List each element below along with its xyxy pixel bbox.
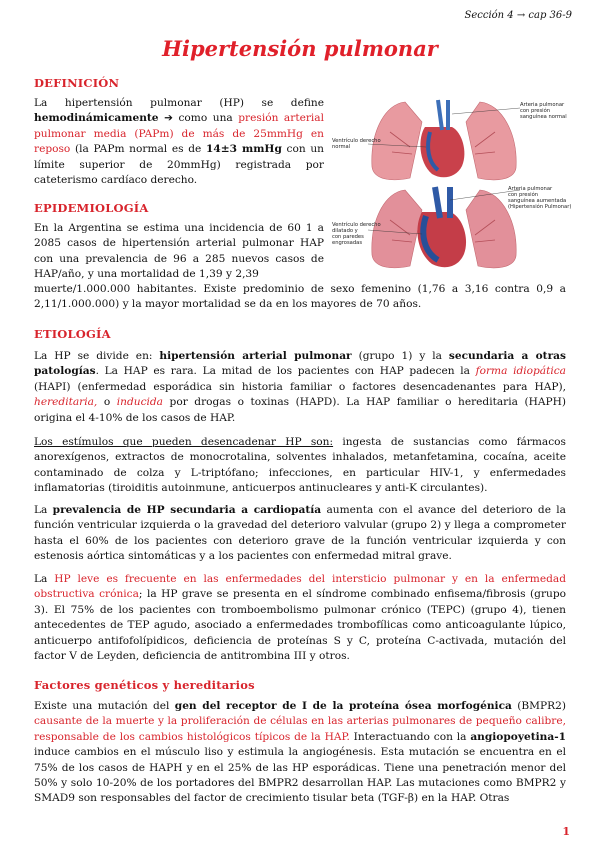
- epidemiologia-paragraph-2: muerte/1.000.000 habitantes. Existe predominio de sexo femenino (1,76 a 3,16 contra 0,9 a 2,11/1.000.000) y la mayor mortalidad se da en los mayores de 70 años.: [34, 283, 566, 311]
- definicion-paragraph: La hipertensión pulmonar (HP) se define hemodinámicamente ➔ como una presión arterial pulmonar media (PAPm) de más de 25mmHg en reposo (la PAPm normal es de 14±3 mmHg con un límite superior de 20mmHg) registrada por cateterismo cardíaco derecho.: [34, 97, 325, 187]
- heading-epidemiologia: EPIDEMIOLOGÍA: [34, 201, 149, 215]
- epidemiologia-paragraph-1: En la Argentina se estima una incidencia de 60 1 a 2085 casos de hipertensión arterial pulmonar HAP con una prevalencia de 96 a 285 nuevos casos de HAP/año, y una mortalidad de 1,39 y 2,39: [34, 222, 324, 281]
- heading-factores-geneticos: Factores genéticos y hereditarios: [34, 678, 255, 692]
- etiologia-paragraph-4: La HP leve es frecuente en las enfermedades del intersticio pulmonar y en la enfermedad obstructiva crónica; la HP grave se presenta en el síndrome combinado enfisema/fibrosis (grupo 3). El 75% de los pacientes con tromboembolismo pulmonar crónico (TEPC) (grupo 4), tienen antecedentes de TEP agudo, asociado a enfermedades trombofílicas como anticoagulante lúpico, anticuerpo antifofolípidicos, deficiencia de proteínas S y C, proteína C-activada, mutación del factor V de Leyden, deficiencia de antitrombina III y otros.: [34, 573, 566, 663]
- etiologia-paragraph-2: Los estímulos que pueden desencadenar HP son: ingesta de sustancias como fármacos anorexígenos, extractos de monocrotalina, solventes inhalados, metanfetamina, cocaína, aceite contaminado de colza y L-triptófano; infecciones, en particular HIV-1, y enfermedades inflamatorias (tiroiditis autoinmune, anticuerpos antinucleares y anti-K circulantes).: [34, 436, 566, 495]
- etiologia-paragraph-3: La prevalencia de HP secundaria a cardiopatía aumenta con el avance del deterioro de la función ventricular izquierda o la gravedad del deterioro valvular (grupo 2) y llega a comprometer hasta el 60% de los pacientes con deterioro grave de la función ventricular izquierda y con estenosis aórtica sintomáticas y a los pacientes con enfermedad mitral grave.: [34, 504, 566, 563]
- heading-definicion: DEFINICIÓN: [34, 76, 120, 90]
- heading-etiologia: ETIOLOGÍA: [34, 327, 111, 341]
- etiologia-paragraph-1: La HP se divide en: hipertensión arterial pulmonar (grupo 1) y la secundaria a otras patologías. La HAP es rara. La mitad de los pacientes con HAP padecen la forma idiopática (HAPI) (enfermedad esporádica sin historia familiar o factores desencadenantes para HAP), hereditaria, o inducida por drogas o toxinas (HAPD). La HAP familiar o hereditaria (HAPH) origina el 4-10% de los casos de HAP.: [34, 350, 566, 424]
- label-normal-ventricle: Ventrículo derecho normal: [332, 138, 381, 150]
- page-number: 1: [562, 825, 570, 838]
- hypertension-lungs-image: [372, 187, 516, 268]
- page-title: Hipertensión pulmonar: [162, 36, 438, 61]
- section-reference: Sección 4 → cap 36-9: [464, 10, 572, 21]
- label-dilated-ventricle: Ventrículo derecho dilatado y con paredes engrosadas: [332, 222, 381, 246]
- normal-lungs-image: [372, 100, 516, 180]
- lungs-heart-illustration: [330, 92, 580, 272]
- label-hypertension-artery: Arteria pulmonar con presión sanguínea aumentada (Hipertensión Pulmonar): [508, 186, 572, 210]
- geneticos-paragraph: Existe una mutación del gen del receptor de I de la proteína ósea morfogénica (BMPR2) causante de la muerte y la proliferación de células en las arterias pulmonares de pequeño calibre, responsable de los cambios histológicos típicos de la HAP. Interactuando con la angiopoyetina-1 induce cambios en el músculo liso y estimula la angiogénesis. Esta mutación se encuentra en el 75% de los casos de HAPH y en el 25% de las HP esporádicas. Tiene una penetración menor del 50% y solo 10-20% de los portadores del BMPR2 desarrollan HAP. Las mutaciones como BMPR2 y SMAD9 son responsables del factor de crecimiento tisular beta (TGF-β) en la HAP. Otras: [34, 700, 566, 805]
- label-normal-artery: Arteria pulmonar con presión sanguínea normal: [520, 102, 567, 120]
